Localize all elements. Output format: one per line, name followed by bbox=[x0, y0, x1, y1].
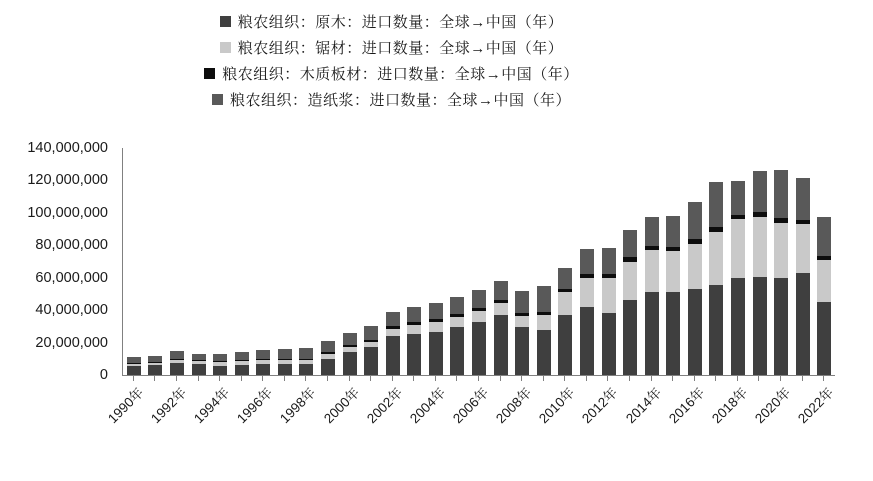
stacked-bar[interactable] bbox=[537, 286, 551, 375]
stacked-bar[interactable] bbox=[343, 333, 357, 375]
bar-segment bbox=[817, 217, 831, 256]
bar-segment bbox=[645, 292, 659, 375]
x-axis-tick-mark bbox=[176, 376, 177, 381]
bar-group[interactable] bbox=[166, 148, 188, 375]
bar-segment bbox=[731, 219, 745, 277]
bar-segment bbox=[796, 224, 810, 273]
x-axis-tick-label: 1992年 bbox=[147, 384, 190, 427]
bar-group[interactable] bbox=[425, 148, 447, 375]
bar-segment bbox=[666, 292, 680, 375]
x-axis-tick-mark bbox=[586, 376, 587, 381]
stacked-bar[interactable] bbox=[666, 216, 680, 375]
stacked-bar[interactable] bbox=[213, 354, 227, 375]
stacked-bar[interactable] bbox=[472, 290, 486, 375]
stacked-bar[interactable] bbox=[817, 217, 831, 375]
bar-segment bbox=[709, 182, 723, 227]
bar-group[interactable] bbox=[792, 148, 814, 375]
legend-label: 粮农组织：木质板材：进口数量：全球→中国（年） bbox=[222, 65, 579, 83]
legend-swatch-icon bbox=[204, 68, 215, 79]
bar-segment bbox=[450, 327, 464, 375]
x-axis-tick-mark bbox=[198, 376, 199, 381]
bar-group[interactable] bbox=[188, 148, 210, 375]
x-axis-tick-mark bbox=[262, 376, 263, 381]
bar-segment bbox=[278, 349, 292, 359]
stacked-bar[interactable] bbox=[645, 217, 659, 375]
bar-segment bbox=[386, 329, 400, 336]
bar-group[interactable] bbox=[662, 148, 684, 375]
bar-segment bbox=[472, 311, 486, 322]
bar-segment bbox=[494, 303, 508, 315]
bar-segment bbox=[407, 307, 421, 322]
x-axis-tick-mark bbox=[370, 376, 371, 381]
bar-group[interactable] bbox=[274, 148, 296, 375]
stacked-bar[interactable] bbox=[386, 312, 400, 375]
x-axis-tick-mark bbox=[564, 376, 565, 381]
bar-segment bbox=[774, 223, 788, 278]
bar-segment bbox=[558, 268, 572, 289]
bar-segment bbox=[343, 352, 357, 375]
bar-segment bbox=[278, 364, 292, 375]
bar-segment bbox=[127, 366, 141, 375]
bar-segment bbox=[537, 330, 551, 375]
stacked-bar[interactable] bbox=[450, 297, 464, 375]
bar-group[interactable] bbox=[684, 148, 706, 375]
bar-segment bbox=[731, 181, 745, 215]
bar-group[interactable] bbox=[231, 148, 253, 375]
y-axis-tick-label: 20,000,000 bbox=[35, 334, 108, 351]
y-axis bbox=[0, 140, 116, 383]
bar-segment bbox=[602, 248, 616, 274]
bar-segment bbox=[623, 300, 637, 375]
stacked-bar[interactable] bbox=[256, 350, 270, 375]
bar-segment bbox=[537, 286, 551, 312]
x-axis-tick-mark bbox=[284, 376, 285, 381]
legend-label: 粮农组织：锯材：进口数量：全球→中国（年） bbox=[237, 39, 564, 57]
bar-group[interactable] bbox=[123, 148, 145, 375]
bar-group[interactable] bbox=[468, 148, 490, 375]
legend-label: 粮农组织：原木：进口数量：全球→中国（年） bbox=[237, 13, 564, 31]
bar-segment bbox=[235, 365, 249, 375]
bar-segment bbox=[213, 366, 227, 375]
bar-group[interactable] bbox=[576, 148, 598, 375]
x-axis-tick-mark bbox=[478, 376, 479, 381]
bar-group[interactable] bbox=[339, 148, 361, 375]
bar-segment bbox=[796, 273, 810, 375]
x-axis-tick-label: 1994年 bbox=[191, 384, 233, 427]
bar-group[interactable] bbox=[706, 148, 728, 375]
stacked-bar[interactable] bbox=[364, 326, 378, 375]
x-axis-tick-label: 1996年 bbox=[234, 384, 276, 427]
bar-segment bbox=[774, 170, 788, 219]
bar-segment bbox=[299, 348, 313, 359]
stacked-bar[interactable] bbox=[278, 349, 292, 375]
bar-segment bbox=[192, 364, 206, 375]
y-axis-tick-label: 140,000,000 bbox=[27, 140, 108, 156]
x-axis-tick-mark bbox=[133, 376, 134, 381]
bar-segment bbox=[753, 277, 767, 375]
stacked-bar[interactable] bbox=[731, 181, 745, 375]
x-axis-tick-mark bbox=[241, 376, 242, 381]
bar-group[interactable] bbox=[619, 148, 641, 375]
bar-segment bbox=[623, 262, 637, 301]
bar-group[interactable] bbox=[447, 148, 469, 375]
x-axis-tick-label: 2014年 bbox=[622, 384, 665, 427]
legend-swatch-icon bbox=[220, 16, 231, 27]
x-axis-tick-mark bbox=[694, 376, 695, 381]
bar-segment bbox=[256, 364, 270, 375]
bar-group[interactable] bbox=[252, 148, 274, 375]
x-axis-tick-label: 2012年 bbox=[579, 384, 621, 427]
stacked-bar[interactable] bbox=[688, 202, 702, 375]
stacked-bar[interactable] bbox=[429, 303, 443, 375]
bar-segment bbox=[817, 260, 831, 302]
stacked-bar[interactable] bbox=[623, 230, 637, 375]
bar-group[interactable] bbox=[209, 148, 231, 375]
bar-segment bbox=[817, 302, 831, 375]
bar-segment bbox=[666, 251, 680, 292]
bar-segment bbox=[688, 244, 702, 289]
x-axis-tick-mark bbox=[500, 376, 501, 381]
x-axis-tick-mark bbox=[629, 376, 630, 381]
stacked-bar[interactable] bbox=[407, 307, 421, 375]
bar-segment bbox=[364, 347, 378, 375]
stacked-bar[interactable] bbox=[148, 356, 162, 375]
bar-segment bbox=[645, 217, 659, 246]
bar-group[interactable] bbox=[770, 148, 792, 375]
legend-item bbox=[0, 60, 873, 86]
bar-segment bbox=[515, 316, 529, 327]
stacked-bar[interactable] bbox=[753, 171, 767, 375]
bar-segment bbox=[580, 249, 594, 273]
bar-segment bbox=[472, 290, 486, 308]
y-axis-tick-label: 0 bbox=[99, 367, 108, 383]
x-axis-tick-mark bbox=[758, 376, 759, 381]
x-axis-tick-label: 2000年 bbox=[320, 384, 362, 427]
bar-segment bbox=[299, 364, 313, 375]
legend-item bbox=[0, 8, 873, 34]
stacked-bar[interactable] bbox=[580, 249, 594, 375]
bar-segment bbox=[688, 289, 702, 375]
bar-segment bbox=[666, 216, 680, 247]
x-axis-tick-label: 2020年 bbox=[752, 384, 794, 427]
x-axis-tick-mark bbox=[651, 376, 652, 381]
bar-group[interactable] bbox=[598, 148, 620, 375]
bar-segment bbox=[731, 278, 745, 375]
x-axis-tick-mark bbox=[349, 376, 350, 381]
stacked-bar[interactable] bbox=[774, 170, 788, 375]
bar-segment bbox=[537, 315, 551, 330]
bar-segment bbox=[407, 325, 421, 334]
bar-segment bbox=[213, 354, 227, 361]
bar-segment bbox=[709, 285, 723, 375]
x-axis bbox=[104, 376, 837, 446]
x-axis-tick-mark bbox=[219, 376, 220, 381]
bar-segment bbox=[321, 341, 335, 352]
x-axis-tick-mark bbox=[715, 376, 716, 381]
x-axis-tick-mark bbox=[607, 376, 608, 381]
bar-group[interactable] bbox=[360, 148, 382, 375]
bar-segment bbox=[602, 313, 616, 375]
bar-segment bbox=[450, 297, 464, 314]
bar-group[interactable] bbox=[749, 148, 771, 375]
bar-group[interactable] bbox=[490, 148, 512, 375]
bar-segment bbox=[256, 350, 270, 359]
x-axis-tick-mark bbox=[802, 376, 803, 381]
x-axis-tick-mark bbox=[737, 376, 738, 381]
x-axis-tick-mark bbox=[305, 376, 306, 381]
x-axis-tick-mark bbox=[435, 376, 436, 381]
stacked-bar[interactable] bbox=[796, 178, 810, 375]
x-axis-tick-label: 1990年 bbox=[104, 384, 147, 427]
x-axis-tick-mark bbox=[521, 376, 522, 381]
bar-segment bbox=[429, 303, 443, 319]
bar-segment bbox=[235, 352, 249, 360]
bar-series-group bbox=[123, 148, 835, 375]
bar-segment bbox=[494, 281, 508, 300]
stacked-bar[interactable] bbox=[299, 348, 313, 375]
x-axis-tick-label: 2006年 bbox=[450, 384, 492, 427]
x-axis-tick-mark bbox=[672, 376, 673, 381]
stacked-bar[interactable] bbox=[192, 354, 206, 375]
x-axis-tick-mark bbox=[327, 376, 328, 381]
bar-segment bbox=[753, 217, 767, 277]
bar-group[interactable] bbox=[317, 148, 339, 375]
bar-segment bbox=[386, 336, 400, 375]
bar-group[interactable] bbox=[382, 148, 404, 375]
bar-segment bbox=[364, 326, 378, 340]
x-axis-tick-mark bbox=[823, 376, 824, 381]
x-axis-tick-label: 2004年 bbox=[406, 384, 449, 427]
legend-swatch-icon bbox=[212, 94, 223, 105]
bar-segment bbox=[472, 322, 486, 375]
stacked-bar[interactable] bbox=[558, 268, 572, 375]
bar-segment bbox=[753, 171, 767, 212]
bar-segment bbox=[170, 363, 184, 375]
bar-segment bbox=[321, 359, 335, 375]
x-axis-tick-label: 2022年 bbox=[795, 384, 837, 427]
bar-segment bbox=[796, 178, 810, 220]
x-axis-tick-mark bbox=[413, 376, 414, 381]
bar-segment bbox=[386, 312, 400, 327]
x-axis-tick-mark bbox=[780, 376, 781, 381]
stacked-bar[interactable] bbox=[709, 182, 723, 375]
bar-segment bbox=[494, 315, 508, 375]
y-axis-tick-label: 80,000,000 bbox=[35, 237, 108, 254]
bar-group[interactable] bbox=[814, 148, 836, 375]
stacked-bar[interactable] bbox=[235, 352, 249, 375]
bar-group[interactable] bbox=[511, 148, 533, 375]
stacked-bar[interactable] bbox=[602, 248, 616, 375]
stacked-bar[interactable] bbox=[127, 357, 141, 375]
bar-group[interactable] bbox=[533, 148, 555, 375]
y-axis-tick-label: 100,000,000 bbox=[27, 204, 108, 221]
bar-segment bbox=[429, 332, 443, 375]
bar-segment bbox=[580, 278, 594, 307]
y-axis-tick-label: 120,000,000 bbox=[27, 172, 108, 189]
x-axis-tick-label: 2018年 bbox=[708, 384, 751, 427]
x-axis-tick-mark bbox=[154, 376, 155, 381]
plot-area bbox=[122, 148, 835, 376]
y-axis-tick-label: 60,000,000 bbox=[35, 269, 108, 286]
bar-segment bbox=[170, 351, 184, 358]
bar-segment bbox=[709, 232, 723, 286]
stacked-bar[interactable] bbox=[515, 291, 529, 375]
chart-legend bbox=[0, 8, 873, 112]
bar-segment bbox=[429, 322, 443, 332]
x-axis-tick-label: 2010年 bbox=[536, 384, 578, 427]
bar-segment bbox=[688, 202, 702, 239]
x-axis-tick-label: 1998年 bbox=[277, 384, 319, 427]
bar-group[interactable] bbox=[296, 148, 318, 375]
bar-segment bbox=[450, 317, 464, 328]
bar-segment bbox=[515, 291, 529, 313]
x-axis-tick-mark bbox=[392, 376, 393, 381]
bar-segment bbox=[645, 250, 659, 292]
bar-segment bbox=[558, 292, 572, 315]
bar-group[interactable] bbox=[404, 148, 426, 375]
x-axis-tick-label: 2016年 bbox=[665, 384, 708, 427]
bar-segment bbox=[580, 307, 594, 375]
x-axis-tick-label: 2008年 bbox=[493, 384, 535, 427]
bar-segment bbox=[558, 315, 572, 375]
bar-segment bbox=[148, 365, 162, 375]
bar-segment bbox=[515, 327, 529, 375]
bar-group[interactable] bbox=[555, 148, 577, 375]
bar-segment bbox=[343, 333, 357, 345]
legend-item bbox=[0, 34, 873, 60]
x-axis-tick-mark bbox=[456, 376, 457, 381]
bar-segment bbox=[602, 278, 616, 314]
legend-swatch-icon bbox=[220, 42, 231, 53]
bar-segment bbox=[407, 334, 421, 375]
x-axis-tick-label: 2002年 bbox=[363, 384, 406, 427]
y-axis-tick-label: 40,000,000 bbox=[35, 302, 108, 319]
bar-segment bbox=[774, 278, 788, 375]
stacked-bar[interactable] bbox=[170, 351, 184, 375]
bar-group[interactable] bbox=[727, 148, 749, 375]
bar-group[interactable] bbox=[641, 148, 663, 375]
stacked-bar[interactable] bbox=[321, 341, 335, 375]
stacked-bar[interactable] bbox=[494, 281, 508, 375]
bar-segment bbox=[623, 230, 637, 258]
legend-label: 粮农组织：造纸浆：进口数量：全球→中国（年） bbox=[229, 91, 571, 109]
bar-group[interactable] bbox=[145, 148, 167, 375]
x-axis-tick-mark bbox=[543, 376, 544, 381]
legend-item bbox=[0, 86, 873, 112]
